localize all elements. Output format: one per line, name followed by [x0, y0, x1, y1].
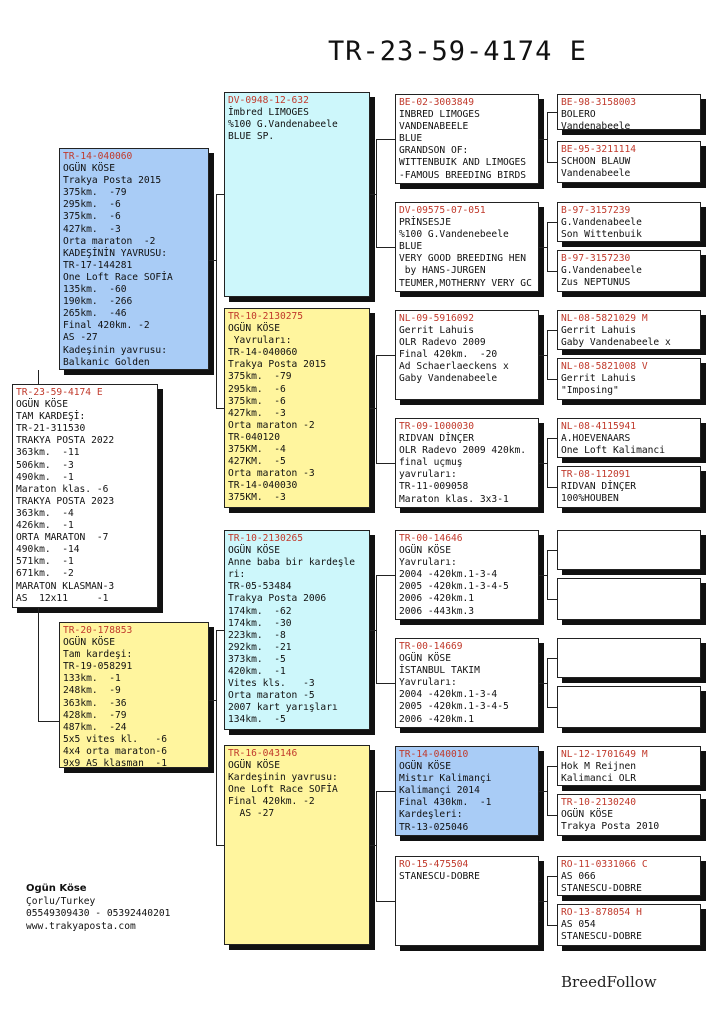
connector-line — [216, 630, 224, 631]
text-line: BLUE — [399, 241, 423, 253]
connector-line — [209, 260, 216, 261]
text-line: 223km. -8 — [228, 629, 286, 641]
connector-line — [539, 575, 547, 576]
text-line: One Loft Race SOFİA — [63, 271, 173, 283]
text-line: OLR Radevo 2009 420km. — [399, 445, 527, 457]
connector-line — [547, 222, 557, 223]
text-line: 100%HOUBEN — [561, 493, 619, 505]
text-line: 427km. -3 — [63, 223, 121, 235]
dam-sire-ring-number: TR-10-2130265 — [228, 533, 304, 544]
text-line: 375km. -79 — [63, 187, 127, 199]
gen4-card-3-lines — [561, 217, 697, 241]
connector-line — [376, 791, 395, 792]
text-line: KADEŞİNİN YAVRUSU: — [63, 247, 167, 259]
connector-line — [376, 247, 395, 248]
gen4-card-16[interactable] — [557, 904, 701, 946]
gen4-card-6-ring-number: NL-08-5821008 V — [561, 361, 648, 372]
text-line: One Loft Kalimanci — [561, 445, 665, 457]
text-line: 426km. -1 — [16, 520, 74, 532]
text-line: Gerrit Lahuis — [561, 325, 637, 337]
gen4-card-12[interactable] — [557, 686, 701, 728]
gen4-card-13-lines — [561, 761, 697, 785]
connector-line — [216, 630, 217, 846]
text-line: TAM KARDEŞİ: — [16, 411, 86, 423]
subject-ring-number: TR-23-59-4174 E — [16, 387, 103, 398]
owner-phones: 05549309430 - 05392440201 — [26, 908, 171, 919]
gen4-card-8[interactable] — [557, 466, 701, 508]
text-line: 428km. -79 — [63, 709, 127, 721]
text-line: OGÜN KÖSE — [63, 163, 115, 175]
text-line: 5x5 vites kl. -6 — [63, 733, 167, 745]
connector-line — [547, 222, 548, 271]
connector-line — [547, 330, 548, 379]
text-line: Final 420km. -20 — [399, 349, 498, 361]
text-line: Trakya Posta 2015 — [63, 175, 162, 187]
text-line: OGÜN KÖSE — [399, 545, 451, 557]
connector-line — [539, 139, 547, 140]
connector-line — [547, 271, 557, 272]
text-line: Orta maraton -2 — [63, 235, 156, 247]
connector-line — [209, 700, 216, 701]
owner-name: Ogün Köse — [26, 883, 87, 894]
text-line: 2005 -420km.1-3-4-5 — [399, 581, 509, 593]
text-line: 292km. -21 — [228, 641, 292, 653]
connector-line — [376, 139, 377, 247]
connector-line — [539, 683, 547, 684]
dam-sire-lines — [228, 545, 366, 726]
text-line: Mistır Kalimançi — [399, 773, 492, 785]
text-line: 133km. -1 — [63, 673, 121, 685]
text-line: TR-040120 — [228, 431, 280, 443]
text-line: OLR Radevo 2009 — [399, 337, 486, 349]
text-line: Kadeşinin yavrusu: — [63, 344, 167, 356]
connector-line — [38, 608, 39, 722]
gen4-card-16-ring-number: RO-13-878054 H — [561, 907, 642, 918]
text-line: Final 430km. -1 — [399, 797, 492, 809]
subject-card[interactable] — [12, 384, 158, 608]
text-line: ri: — [228, 569, 246, 581]
text-line: Gaby Vandenabeele x — [561, 337, 671, 349]
connector-line — [376, 575, 395, 576]
gen3-card-1-ring-number: BE-02-3003849 — [399, 97, 475, 108]
text-line: 2004 -420km.1-3-4 — [399, 569, 498, 581]
text-line: TR-14-040030 — [228, 480, 298, 492]
text-line: İSTANBUL TAKIM — [399, 665, 480, 677]
gen4-card-2[interactable] — [557, 141, 701, 183]
connector-line — [376, 355, 377, 463]
text-line: Trakya Posta 2006 — [228, 593, 327, 605]
text-line: 375km. -6 — [228, 395, 286, 407]
text-line: 363km. -11 — [16, 447, 80, 459]
text-line: TR-17-144281 — [63, 259, 133, 271]
text-line: RIDVAN DİNÇER — [399, 433, 475, 445]
connector-line — [547, 599, 557, 600]
text-line: Anne baba bir kardeşle — [228, 557, 356, 569]
text-line: STANESCU-DOBRE — [399, 871, 480, 883]
text-line: STANESCU-DOBRE — [561, 931, 642, 943]
gen4-card-15[interactable] — [557, 856, 701, 896]
text-line: Trakya Posta 2010 — [561, 821, 660, 833]
text-line: BLUE SP. — [228, 131, 275, 143]
text-line: 2006 -420km.1 — [399, 593, 475, 605]
text-line: AS -27 — [228, 808, 275, 820]
gen4-card-6-lines — [561, 373, 697, 397]
gen4-card-2-ring-number: BE-95-3211114 — [561, 144, 637, 155]
text-line: G.Vandenabeele — [561, 265, 642, 277]
text-line: Orta maraton -2 — [228, 419, 315, 431]
text-line: 420km. -1 — [228, 666, 286, 678]
text-line: Vandenabeele — [561, 168, 631, 180]
gen3-card-5-ring-number: TR-00-14646 — [399, 533, 463, 544]
dam-dam-lines — [228, 760, 366, 820]
gen3-card-3-lines — [399, 325, 535, 385]
text-line: 427KM. -5 — [228, 456, 286, 468]
text-line: Yavruları: — [228, 335, 292, 347]
gen3-card-2-ring-number: DV-09575-07-051 — [399, 205, 486, 216]
text-line: TR-05-53484 — [228, 581, 292, 593]
connector-line — [376, 463, 395, 464]
connector-line — [547, 876, 548, 925]
text-line: OGÜN KÖSE — [228, 760, 280, 772]
text-line: RIDVAN DİNÇER — [561, 481, 637, 493]
gen3-card-8-lines — [399, 871, 535, 883]
sire-card[interactable] — [59, 148, 209, 370]
gen4-card-14[interactable] — [557, 794, 701, 836]
text-line: Balkanic Golden — [63, 356, 150, 368]
text-line: Kardeşinin yavrusu: — [228, 772, 338, 784]
dam-ring-number: TR-20-178853 — [63, 625, 133, 636]
text-line: by HANS-JURGEN — [399, 265, 486, 277]
connector-line — [547, 658, 557, 659]
gen4-card-3-ring-number: B-97-3157239 — [561, 205, 631, 216]
sire-ring-number: TR-14-040060 — [63, 151, 133, 162]
text-line: Maraton klas. -6 — [16, 483, 109, 495]
text-line: 190km. -266 — [63, 296, 133, 308]
gen3-card-8[interactable] — [395, 856, 539, 946]
text-line: Yavruları: — [399, 677, 457, 689]
text-line: 375KM. -3 — [228, 492, 286, 504]
connector-line — [547, 766, 548, 815]
text-line: TR-19-058291 — [63, 661, 133, 673]
text-line: %100 G.Vandenebeele — [399, 229, 509, 241]
gen3-card-3[interactable] — [395, 310, 539, 400]
text-line: 487km. -24 — [63, 721, 127, 733]
text-line: Orta maraton -3 — [228, 468, 315, 480]
dam-lines — [63, 637, 205, 768]
text-line: OGÜN KÖSE — [16, 399, 68, 411]
owner-info — [26, 883, 170, 933]
text-line: 135km. -60 — [63, 284, 127, 296]
connector-line — [547, 379, 557, 380]
text-line: 174km. -30 — [228, 617, 292, 629]
gen4-card-1[interactable] — [557, 94, 701, 130]
gen4-card-15-lines — [561, 871, 697, 895]
connector-line — [539, 463, 547, 464]
text-line: WITTENBUIK AND LIMOGES — [399, 157, 527, 169]
connector-line — [547, 925, 557, 926]
text-line: MARATON KLASMAN-3 — [16, 580, 115, 592]
text-line: TEUMER,MOTHERNY VERY GC — [399, 277, 532, 289]
text-line: 375km. -79 — [228, 371, 292, 383]
sire-dam-ring-number: TR-10-2130275 — [228, 311, 304, 322]
text-line: AS 066 — [561, 871, 596, 883]
text-line: OGÜN KÖSE — [399, 761, 451, 773]
sire-sire-ring-number: DV-0948-12-632 — [228, 95, 309, 106]
dam-dam-ring-number: TR-16-043146 — [228, 748, 298, 759]
text-line: OGÜN KÖSE — [399, 653, 451, 665]
connector-line — [38, 721, 59, 722]
connector-line — [376, 791, 377, 901]
gen4-card-14-lines — [561, 809, 697, 833]
connector-line — [547, 707, 557, 708]
sire-sire-lines — [228, 107, 366, 143]
connector-line — [216, 194, 224, 195]
gen3-card-2-lines — [399, 217, 535, 290]
text-line: Gerrit Lahuis — [399, 325, 475, 337]
text-line: 375KM. -4 — [228, 444, 286, 456]
text-line: TR-11-009058 — [399, 481, 469, 493]
sire-dam-lines — [228, 323, 366, 504]
text-line: AS 12x11 -1 — [16, 592, 109, 604]
text-line: BLUE — [399, 133, 423, 145]
text-line: VANDENABEELE — [399, 121, 469, 133]
gen4-card-7-lines — [561, 433, 697, 457]
text-line: 2006 -443km.3 — [399, 605, 475, 617]
text-line: 671km. -2 — [16, 568, 74, 580]
text-line: Gerrit Lahuis — [561, 373, 637, 385]
connector-line — [547, 330, 557, 331]
text-line: OGÜN KÖSE — [63, 637, 115, 649]
text-line: OGÜN KÖSE — [228, 545, 280, 557]
text-line: 2006 -420km.1 — [399, 713, 475, 725]
sire-lines — [63, 163, 205, 369]
connector-line — [547, 162, 557, 163]
gen3-card-3-ring-number: NL-09-5916092 — [399, 313, 475, 324]
gen4-card-4-lines — [561, 265, 697, 289]
gen4-card-15-ring-number: RO-11-0331066 C — [561, 859, 648, 870]
gen4-card-10[interactable] — [557, 578, 701, 620]
text-line: 295km. -6 — [63, 199, 121, 211]
text-line: ORTA MARATON -7 — [16, 532, 109, 544]
text-line: Trakya Posta 2015 — [228, 359, 327, 371]
text-line: 134km. -5 — [228, 714, 286, 726]
text-line: Yavruları: — [399, 557, 457, 569]
gen3-card-6-lines — [399, 653, 535, 726]
text-line: 295km. -6 — [228, 383, 286, 395]
gen3-card-5[interactable] — [395, 530, 539, 620]
dam-card[interactable] — [59, 622, 209, 768]
dam-sire-card[interactable] — [224, 530, 370, 730]
gen4-card-3[interactable] — [557, 202, 701, 242]
connector-line — [539, 355, 547, 356]
connector-line — [376, 355, 395, 356]
text-line: 9x9 AS klasman -1 — [63, 758, 167, 768]
text-line: final uçmuş — [399, 457, 463, 469]
text-line: PRİNSESJE — [399, 217, 451, 229]
text-line: BOLERO — [561, 109, 596, 121]
gen4-card-9[interactable] — [557, 530, 701, 570]
owner-website[interactable]: www.trakyaposta.com — [26, 920, 136, 932]
text-line: One Loft Race SOFİA — [228, 784, 338, 796]
gen4-card-1-lines — [561, 109, 697, 130]
text-line: Final 420km. -2 — [228, 796, 315, 808]
text-line: A.HOEVENAARS — [561, 433, 631, 445]
connector-line — [547, 658, 548, 707]
gen3-card-1-lines — [399, 109, 535, 182]
gen3-card-1[interactable] — [395, 94, 539, 184]
text-line: 4x4 orta maraton-6 — [63, 745, 167, 757]
text-line: Kardeşleri: — [399, 809, 463, 821]
connector-line — [547, 876, 557, 877]
text-line: Final 420km. -2 — [63, 320, 150, 332]
gen3-card-7-lines — [399, 761, 535, 834]
gen4-card-13[interactable] — [557, 746, 701, 786]
text-line: 427km. -3 — [228, 407, 286, 419]
connector-line — [216, 408, 224, 409]
text-line: 506km. -3 — [16, 459, 74, 471]
text-line: 248km. -9 — [63, 685, 121, 697]
text-line: %100 G.Vandenabeele — [228, 119, 338, 131]
connector-line — [547, 766, 557, 767]
text-line: 375km. -6 — [63, 211, 121, 223]
gen4-card-5-lines — [561, 325, 697, 349]
text-line: -FAMOUS BREEDING BIRDS — [399, 169, 527, 181]
connector-line — [547, 438, 557, 439]
gen3-card-2[interactable] — [395, 202, 539, 292]
connector-line — [539, 901, 547, 902]
text-line: 363km. -36 — [63, 697, 127, 709]
connector-line — [376, 901, 395, 902]
gen4-card-8-ring-number: TR-08-112091 — [561, 469, 631, 480]
gen4-card-2-lines — [561, 156, 697, 180]
gen4-card-11[interactable] — [557, 638, 701, 678]
text-line: 174km. -62 — [228, 605, 292, 617]
text-line: Kalimanci OLR — [561, 773, 637, 785]
connector-line — [547, 112, 557, 113]
gen4-card-6[interactable] — [557, 358, 701, 400]
text-line: 2007 kart yarışları — [228, 702, 338, 714]
text-line: Kalimançi 2014 — [399, 785, 480, 797]
connector-line — [216, 194, 217, 408]
gen3-card-7-ring-number: TR-14-040010 — [399, 749, 469, 760]
text-line: 373km. -5 — [228, 653, 286, 665]
text-line: STANESCU-DOBRE — [561, 883, 642, 895]
connector-line — [547, 438, 548, 487]
text-line: Vites kls. -3 — [228, 678, 315, 690]
gen4-card-7[interactable] — [557, 418, 701, 458]
pedigree-title: TR-23-59-4174 E — [328, 36, 587, 67]
gen4-card-4[interactable] — [557, 250, 701, 292]
text-line: Gaby Vandenabeele — [399, 373, 498, 385]
gen4-card-8-lines — [561, 481, 697, 505]
text-line: TR-21-311530 — [16, 423, 86, 435]
connector-line — [539, 247, 547, 248]
connector-line — [547, 815, 557, 816]
dam-dam-card[interactable] — [224, 745, 370, 945]
text-line: yavruları: — [399, 469, 457, 481]
text-line: Hok M Reijnen — [561, 761, 637, 773]
gen4-card-14-ring-number: TR-10-2130240 — [561, 797, 637, 808]
gen3-card-6[interactable] — [395, 638, 539, 728]
text-line: 363km. -4 — [16, 507, 74, 519]
text-line: 490km. -14 — [16, 544, 80, 556]
text-line: TR-13-025046 — [399, 821, 469, 833]
text-line: G.Vandenabeele — [561, 217, 642, 229]
text-line: 571km. -1 — [16, 556, 74, 568]
gen3-card-4[interactable] — [395, 418, 539, 508]
connector-line — [38, 370, 39, 384]
text-line: Tam kardeşi: — [63, 649, 133, 661]
gen4-card-4-ring-number: B-97-3157230 — [561, 253, 631, 264]
gen4-card-13-ring-number: NL-12-1701649 M — [561, 749, 648, 760]
connector-line — [376, 139, 395, 140]
text-line: İmbred LIMOGES — [228, 107, 309, 119]
gen4-card-5[interactable] — [557, 310, 701, 350]
text-line: TRAKYA POSTA 2023 — [16, 495, 115, 507]
gen3-card-4-lines — [399, 433, 535, 506]
text-line: Ad Schaerlaeckens x — [399, 361, 509, 373]
text-line: 490km. -1 — [16, 471, 74, 483]
connector-line — [547, 112, 548, 162]
subject-lines — [16, 399, 154, 605]
connector-line — [547, 550, 557, 551]
owner-location: Çorlu/Turkey — [26, 895, 96, 907]
text-line: OGÜN KÖSE — [228, 323, 280, 335]
connector-line — [376, 683, 395, 684]
text-line: INBRED LIMOGES — [399, 109, 480, 121]
connector-line — [376, 575, 377, 683]
gen3-card-5-lines — [399, 545, 535, 618]
text-line: TR-14-040060 — [228, 347, 298, 359]
connector-line — [547, 550, 548, 599]
text-line: 265km. -46 — [63, 308, 127, 320]
text-line: Zus NEPTUNUS — [561, 277, 631, 289]
text-line: SCHOON BLAUW — [561, 156, 631, 168]
brand-logo-text: BreedFollow — [561, 973, 657, 991]
gen3-card-4-ring-number: TR-09-1000030 — [399, 421, 475, 432]
text-line: 2005 -420km.1-3-4-5 — [399, 701, 509, 713]
text-line: 2004 -420km.1-3-4 — [399, 689, 498, 701]
gen4-card-7-ring-number: NL-08-4115941 — [561, 421, 637, 432]
text-line: OGÜN KÖSE — [561, 809, 613, 821]
text-line: VERY GOOD BREEDING HEN — [399, 253, 527, 265]
text-line: Orta maraton -5 — [228, 690, 315, 702]
gen4-card-16-lines — [561, 919, 697, 943]
connector-line — [547, 487, 557, 488]
gen3-card-6-ring-number: TR-00-14669 — [399, 641, 463, 652]
text-line: AS -27 — [63, 332, 98, 344]
text-line: "Imposing" — [561, 385, 619, 397]
text-line: GRANDSON OF: — [399, 145, 469, 157]
connector-line — [216, 845, 224, 846]
text-line: Vandenabeele — [561, 121, 631, 130]
gen3-card-7[interactable] — [395, 746, 539, 836]
sire-sire-card[interactable] — [224, 92, 370, 297]
gen3-card-8-ring-number: RO-15-475504 — [399, 859, 469, 870]
gen4-card-5-ring-number: NL-08-5821029 M — [561, 313, 648, 324]
connector-line — [539, 791, 547, 792]
text-line: Maraton klas. 3x3-1 — [399, 493, 509, 505]
text-line: AS 054 — [561, 919, 596, 931]
gen4-card-1-ring-number: BE-98-3158003 — [561, 97, 637, 108]
text-line: TRAKYA POSTA 2022 — [16, 435, 115, 447]
sire-dam-card[interactable] — [224, 308, 370, 508]
text-line: Son Wittenbuik — [561, 229, 642, 241]
